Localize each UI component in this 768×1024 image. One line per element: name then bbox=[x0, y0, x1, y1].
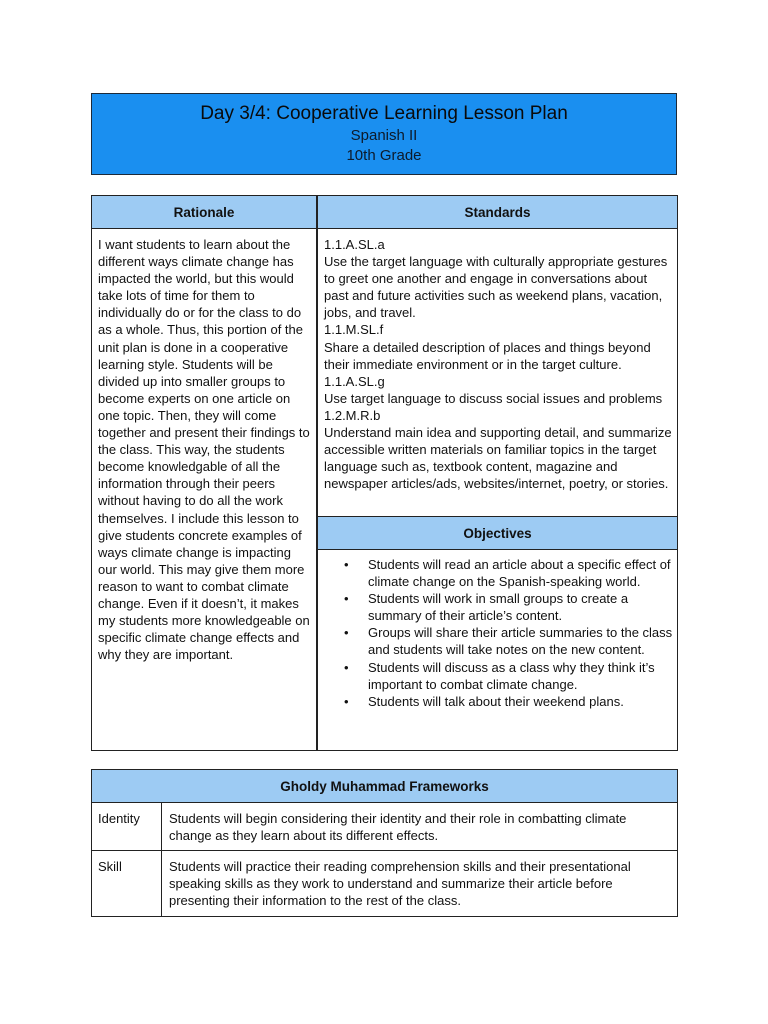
course-name: Spanish II bbox=[350, 127, 418, 144]
rationale-header: Rationale bbox=[92, 196, 316, 229]
page-title: Day 3/4: Cooperative Learning Lesson Plan bbox=[200, 103, 568, 124]
standard-text: Understand main idea and supporting detail, and summarize accessible written materials on familiar topics in the target language such as, textbook content, magazine and newspaper articles/ads, websites/internet, poetry, or stories. bbox=[324, 425, 672, 492]
objective-text: Students will discuss as a class why they think it’s important to combat climate change. bbox=[368, 659, 655, 692]
row-label: Identity bbox=[98, 811, 140, 826]
title-box bbox=[91, 93, 677, 175]
objectives-list bbox=[324, 556, 674, 710]
table-row bbox=[92, 803, 677, 851]
row-label: Skill bbox=[98, 859, 122, 874]
row-description: Students will begin considering their identity and their role in combatting climate change as they learn about its different effects. bbox=[169, 811, 627, 843]
frameworks-header: Gholdy Muhammad Frameworks bbox=[92, 770, 677, 803]
list-item bbox=[324, 556, 674, 590]
standard-text: Use target language to discuss social issues and problems bbox=[324, 390, 663, 406]
standard-text: Use the target language with culturally appropriate gestures to greet one another and engage in conversations about past and future activities such as weekend plans, vacation, jobs, and travel. bbox=[324, 254, 668, 321]
standard-text: Share a detailed description of places and things beyond their immediate environment or in the target culture. bbox=[324, 339, 651, 372]
standard-code: 1.1.A.SL.g bbox=[324, 373, 385, 389]
lesson-table bbox=[91, 195, 678, 751]
standards-list bbox=[324, 236, 674, 492]
bullet-icon: • bbox=[344, 591, 349, 607]
table-row bbox=[92, 851, 677, 916]
list-item bbox=[324, 659, 674, 693]
list-item bbox=[324, 624, 674, 658]
objective-text: Students will work in small groups to create a summary of their article’s content. bbox=[368, 591, 629, 624]
column-divider bbox=[316, 196, 318, 750]
rationale-text: I want students to learn about the different ways climate change has impacted the world, but this would take lots of time for them to individually do or for the class to do as a whole. Thus, this portion of the unit plan is done in a cooperative learning style. Students will be divided up into smaller groups to become experts on one article on one topic. Then, they will come together and present their findings to the class. This way, the students become knowledgable of all the information through their peers without having to do all the work themselves. I include this lesson to give students concrete examples of ways climate change is impacting our world. This may give them more reason to want to combat climate change. Even if it doesn’t, it makes my students more knowledgeable on specific climate change effects and why they are important. bbox=[98, 237, 310, 663]
standard-code: 1.1.A.SL.a bbox=[324, 237, 385, 252]
list-item bbox=[324, 693, 674, 710]
frameworks-table bbox=[91, 769, 678, 917]
bullet-icon: • bbox=[344, 625, 349, 641]
objectives-header: Objectives bbox=[318, 516, 677, 550]
objective-text: Groups will share their article summaries to the class and students will take notes on the new content. bbox=[368, 625, 673, 658]
bullet-icon: • bbox=[344, 659, 349, 675]
bullet-icon: • bbox=[344, 557, 349, 572]
grade-level: 10th Grade bbox=[346, 147, 422, 164]
bullet-icon: • bbox=[344, 693, 349, 709]
objective-text: Students will talk about their weekend plans. bbox=[368, 693, 624, 709]
list-item bbox=[324, 590, 674, 624]
standard-code: 1.1.M.SL.f bbox=[324, 322, 384, 338]
standards-header: Standards bbox=[318, 196, 677, 229]
standard-code: 1.2.M.R.b bbox=[324, 407, 381, 423]
objective-text: Students will read an article about a specific effect of climate change on the Spanish-speaking world. bbox=[368, 557, 671, 590]
row-description: Students will practice their reading comprehension skills and their presentational speaking skills as they work to understand and summarize their article before presenting their information to the rest of the class. bbox=[169, 859, 631, 908]
